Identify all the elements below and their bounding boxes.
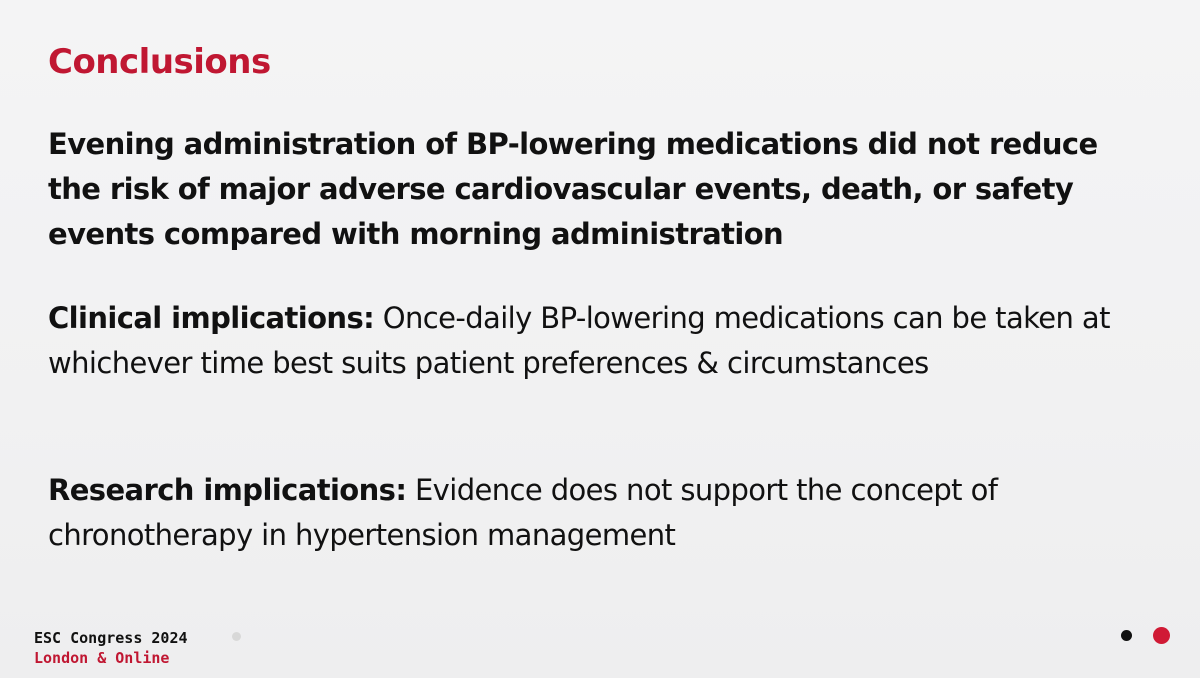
clinical-implications	[48, 296, 1158, 386]
footer-event: ESC Congress 2024	[34, 629, 188, 647]
research-implications-label: Research implications:	[48, 473, 407, 507]
red-dot-decoration	[1153, 627, 1170, 644]
main-conclusion: Evening administration of BP-lowering medications did not reduce the risk of major adverse cardiovascular events, death, or safety events compared with morning administration	[48, 127, 1098, 251]
slide-title: Conclusions	[48, 42, 271, 82]
footer-location: London & Online	[34, 649, 170, 667]
clinical-implications-label: Clinical implications:	[48, 301, 375, 335]
clinical-implications-text: Once-daily BP-lowering medications can be taken at whichever time best suits patient preferences & circumstances	[48, 301, 1110, 380]
footer-logo	[34, 628, 188, 668]
research-implications-text: Evidence does not support the concept of chronotherapy in hypertension management	[48, 473, 998, 552]
research-implications	[48, 468, 1158, 558]
faded-dot-decoration	[232, 632, 241, 641]
black-dot-decoration	[1121, 630, 1132, 641]
